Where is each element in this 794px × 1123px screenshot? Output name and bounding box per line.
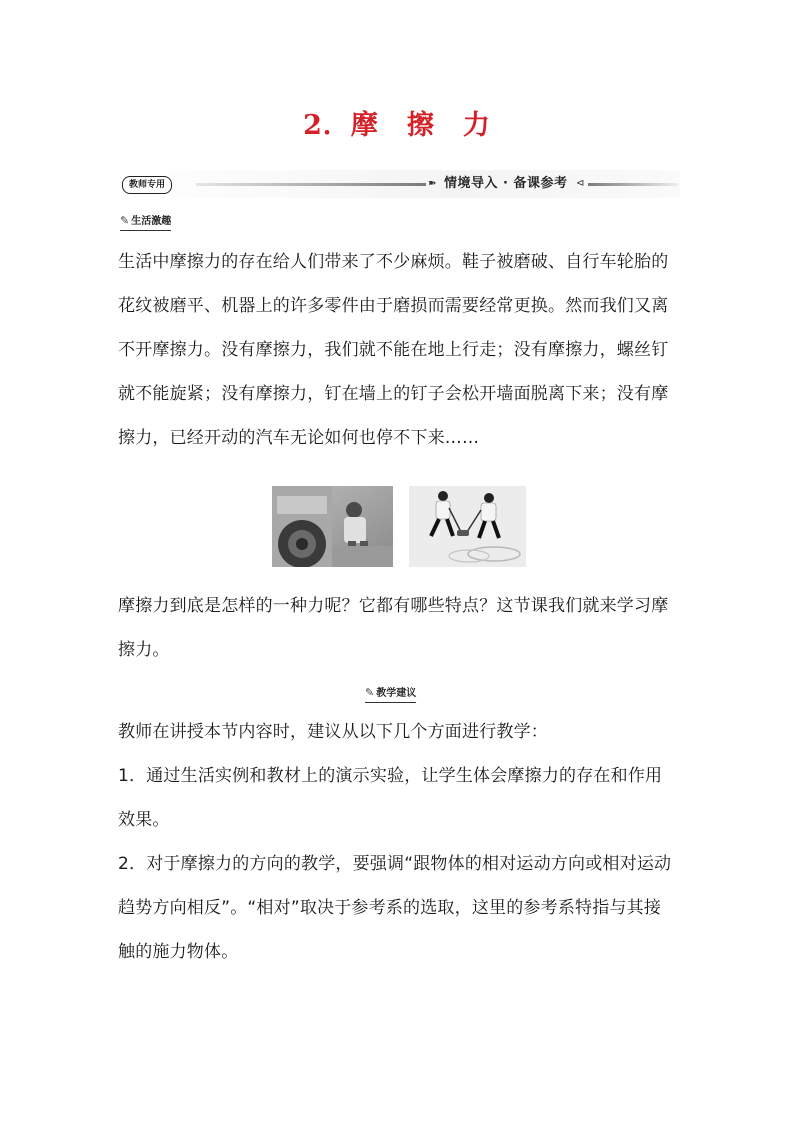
photo-tire-repair-image [272,486,393,567]
arrow-right-icon: ➽ [428,178,437,189]
banner-divider-left [196,183,426,186]
photo-tire-repair [272,486,393,567]
arrow-left-icon: ⊲ [576,178,585,189]
photo-curling-image [409,486,526,567]
page-title: 2．摩 擦 力 [303,110,491,141]
teaching-item-1: 1．通过生活实例和教材上的演示实验，让学生体会摩擦力的存在和作用效果。 [118,766,663,830]
section-label-life-text: 生活激趣 [131,216,172,227]
section-label-teaching-text: 教学建议 [376,688,417,699]
pushpin-icon: ✎ [120,214,130,227]
pushpin-icon: ✎ [365,686,375,699]
teacher-only-badge: 教师专用 [122,176,172,194]
life-paragraph: 生活中摩擦力的存在给人们带来了不少麻烦。鞋子被磨破、自行车轮胎的花纹被磨平、机器上的许多零件由于磨损而需要经常更换。然而我们又离不开摩擦力。没有摩擦力，我们就不能在地上行走；没有摩擦力，螺丝钉就不能旋紧；没有摩擦力，钉在墙上的钉子会松开墙面脱离下来；没有摩擦力，已经开动的汽车无论如何也停不下来…… [118,252,669,448]
section-banner [118,170,680,198]
section-label-life [120,214,171,231]
teaching-item-2: 2．对于摩擦力的方向的教学，要强调“跟物体的相对运动方向或相对运动趋势方向相反”。“相对”取决于参考系的选取，这里的参考系特指与其接触的施力物体。 [118,854,672,962]
banner-divider-right [588,183,678,186]
question-paragraph: 摩擦力到底是怎样的一种力呢？它都有哪些特点？这节课我们就来学习摩擦力。 [118,596,669,660]
banner-heading: 情境导入 · 备课参考 [444,176,568,191]
teaching-intro: 教师在讲授本节内容时，建议从以下几个方面进行教学： [118,722,548,742]
photo-curling [409,486,526,567]
section-label-teaching [365,686,416,703]
